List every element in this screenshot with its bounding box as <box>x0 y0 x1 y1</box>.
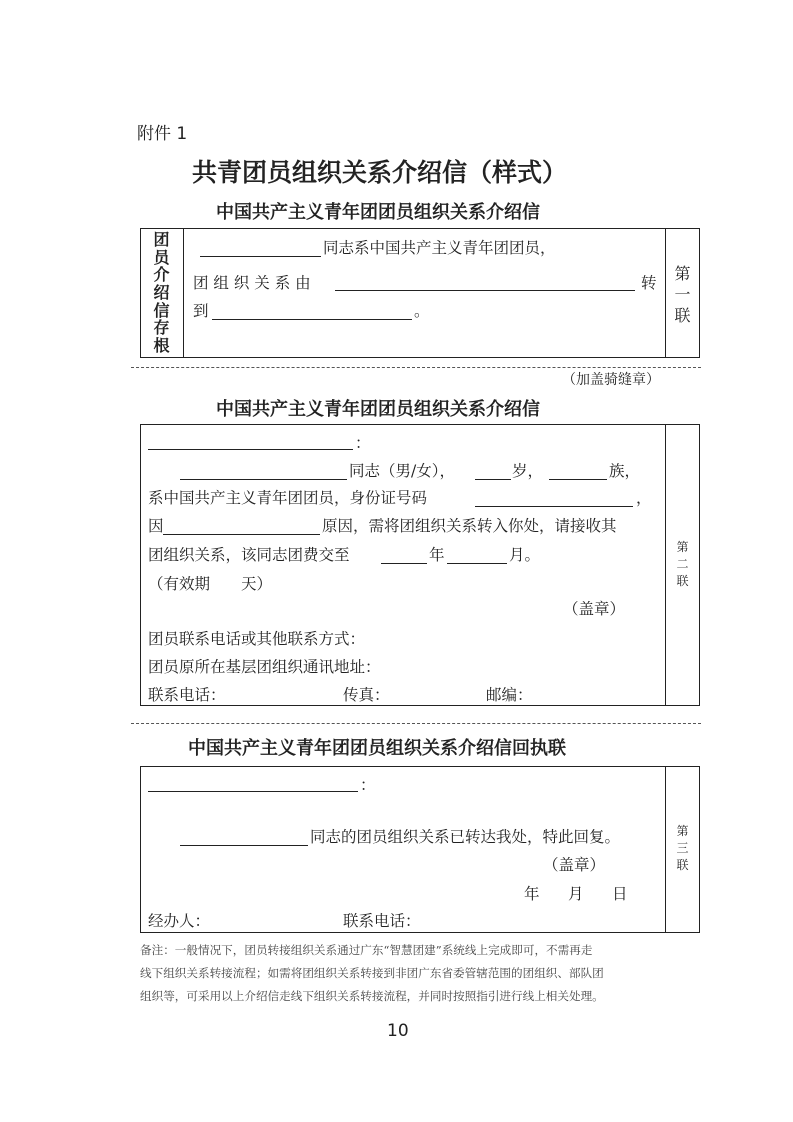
lian-char: 一 <box>674 285 691 304</box>
receipt-recipient-blank <box>148 791 358 792</box>
stub-header: 中国共产主义青年团团员组织关系介绍信 <box>216 202 540 223</box>
letter-ethnic-blank <box>549 479 607 480</box>
receipt-handler: 经办人： <box>148 912 211 930</box>
side-char: 团 <box>153 230 170 249</box>
seal-note: （加盖骑缝章） <box>562 372 660 388</box>
stub-left-divider <box>183 228 184 358</box>
receipt-phone: 联系电话： <box>343 912 421 930</box>
lian-char: 第 <box>676 824 689 838</box>
stub-name-blank <box>200 256 321 257</box>
receipt-header: 中国共产主义青年团团员组织关系介绍信回执联 <box>188 738 566 759</box>
letter-age-blank <box>475 479 511 480</box>
side-char: 员 <box>153 247 170 267</box>
stub-line1-text: 同志系中国共产主义青年团团员， <box>323 239 556 257</box>
cut-line-1 <box>131 367 701 368</box>
side-char: 介 <box>153 265 170 285</box>
letter-month-blank <box>447 563 507 564</box>
stub-line3-suffix: 。 <box>414 302 430 320</box>
side-char: 根 <box>153 335 170 355</box>
letter-p2-prefix: 系中国共产主义青年团团员，身份证号码 <box>148 489 428 507</box>
cut-line-2 <box>131 723 701 724</box>
lian-char: 联 <box>674 306 691 325</box>
page-title: 共青团员组织关系介绍信（样式） <box>192 158 568 187</box>
letter-year-blank <box>381 563 427 564</box>
letter-phone: 联系电话： <box>148 686 226 704</box>
letter-p4-prefix: 团组织关系，该同志团费交至 <box>148 546 350 564</box>
side-char: 绍 <box>153 282 170 302</box>
stub-to-blank <box>212 319 412 320</box>
letter-colon: ： <box>355 434 371 452</box>
lian-char: 二 <box>676 557 689 571</box>
receipt-body: 同志的团员组织关系已转达我处，特此回复。 <box>310 828 621 846</box>
side-char: 信 <box>153 300 170 320</box>
stub-line3-prefix: 到 <box>193 302 209 320</box>
letter-lian-label <box>665 541 700 587</box>
note-line-3: 组织等，可采用以上介绍信走线下组织关系转接流程，并同时按照指引进行线上相关处理。 <box>140 989 604 1003</box>
attachment-label: 附件 1 <box>137 124 188 144</box>
letter-address: 团员原所在基层团组织通讯地址： <box>148 658 381 676</box>
stub-side-label <box>140 232 183 354</box>
letter-id-blank <box>475 506 633 507</box>
letter-validity: （有效期 天） <box>148 575 273 593</box>
letter-fax: 传真： <box>343 686 390 704</box>
letter-recipient-blank <box>148 449 353 450</box>
letter-name-blank <box>180 479 347 480</box>
letter-contact-member: 团员联系电话或其他联系方式： <box>148 630 366 648</box>
letter-p1-zu: 族， <box>609 462 641 480</box>
side-char: 存 <box>153 318 170 338</box>
lian-char: 联 <box>676 574 689 588</box>
letter-reason-blank <box>163 534 320 535</box>
lian-char: 联 <box>676 858 689 872</box>
receipt-day: 日 <box>612 885 628 903</box>
letter-p3-prefix: 因 <box>148 517 164 535</box>
lian-char: 第 <box>676 540 689 554</box>
letter-header: 中国共产主义青年团团员组织关系介绍信 <box>216 399 540 420</box>
letter-seal: （盖章） <box>563 600 626 618</box>
stub-line2-suffix: 转 <box>641 274 657 292</box>
receipt-colon: ： <box>360 776 376 794</box>
lian-char: 第 <box>674 264 691 283</box>
note-line-1: 备注：一般情况下，团员转接组织关系通过广东“智慧团建”系统线上完成即可，不需再走 <box>140 943 593 957</box>
letter-p1-sui: 岁， <box>512 462 544 480</box>
receipt-name-blank <box>180 845 308 846</box>
note-line-2: 线下组织关系转接流程；如需将团组织关系转接到非团广东省委管辖范围的团组织、部队团 <box>140 966 604 980</box>
letter-p3-suffix: 原因，需将团组织关系转入你处，请接收其 <box>322 517 617 535</box>
letter-postcode: 邮编： <box>486 686 533 704</box>
lian-char: 三 <box>676 841 689 855</box>
receipt-month: 月 <box>568 885 584 903</box>
receipt-year: 年 <box>524 885 540 903</box>
letter-p1-tongzhi: 同志（男/女）， <box>349 462 455 480</box>
receipt-lian-label <box>665 825 700 871</box>
letter-p4-month: 月。 <box>509 546 541 564</box>
letter-p2-suffix: ， <box>636 489 652 507</box>
letter-p4-year: 年 <box>429 546 445 564</box>
stub-line2-prefix: 团 组 织 关 系 由 <box>193 274 311 292</box>
page-number: 10 <box>387 1021 409 1041</box>
stub-lian-label <box>665 266 700 324</box>
stub-from-blank <box>335 290 635 291</box>
receipt-seal: （盖章） <box>543 856 606 874</box>
